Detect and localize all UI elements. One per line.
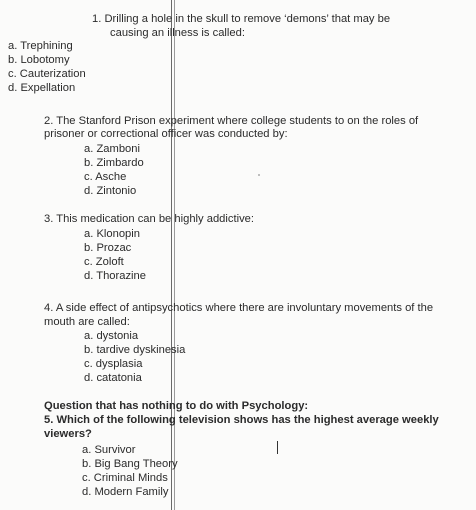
q4-option-c: c. dysplasia <box>84 358 143 370</box>
q4-stem-line2: mouth are called: <box>44 316 130 328</box>
q1-stem-line2: causing an illness is called: <box>110 27 245 39</box>
q3-option-b: b. Prozac <box>84 242 132 254</box>
q4-option-a: a. dystonia <box>84 330 139 342</box>
scan-fold-line <box>171 0 172 510</box>
q5-option-d: d. Modern Family <box>82 486 169 498</box>
text-cursor <box>277 441 278 454</box>
q4-stem-line1: 4. A side effect of antipsychotics where there are involuntary movements of the <box>44 302 434 314</box>
q1-stem-line1: 1. Drilling a hole in the skull to remove ‘demons’ that may be <box>92 13 391 25</box>
q5-heading: Question that has nothing to do with Psychology: <box>44 400 309 412</box>
q1-option-b: b. Lobotomy <box>8 54 70 66</box>
q5-stem-line1: 5. Which of the following television shows has the highest average weekly <box>44 414 439 426</box>
q3-option-a: a. Klonopin <box>84 228 140 240</box>
q4-option-d: d. catatonia <box>84 372 142 384</box>
q5-option-a: a. Survivor <box>82 444 136 456</box>
q2-option-c: c. Asche <box>84 171 127 183</box>
q3-stem: 3. This medication can be highly addictive: <box>44 213 254 225</box>
scan-fold-line-secondary <box>174 0 175 510</box>
q5-stem-line2: viewers? <box>44 428 92 440</box>
q1-option-c: c. Cauterization <box>8 68 86 80</box>
q2-option-d: d. Zintonio <box>84 185 137 197</box>
q4-option-b: b. tardive dyskinesia <box>84 344 186 356</box>
q5-option-c: c. Criminal Minds <box>82 472 168 484</box>
q1-option-a: a. Trephining <box>8 40 73 52</box>
scan-speck <box>258 174 260 176</box>
q2-option-b: b. Zimbardo <box>84 157 144 169</box>
q2-option-a: a. Zamboni <box>84 143 140 155</box>
q3-option-c: c. Zoloft <box>84 256 124 268</box>
q3-option-d: d. Thorazine <box>84 270 146 282</box>
q5-option-b: b. Big Bang Theory <box>82 458 178 470</box>
q2-stem-line2: prisoner or correctional officer was conducted by: <box>44 128 288 140</box>
q1-option-d: d. Expellation <box>8 82 76 94</box>
q2-stem-line1: 2. The Stanford Prison experiment where college students to on the roles of <box>44 115 419 127</box>
